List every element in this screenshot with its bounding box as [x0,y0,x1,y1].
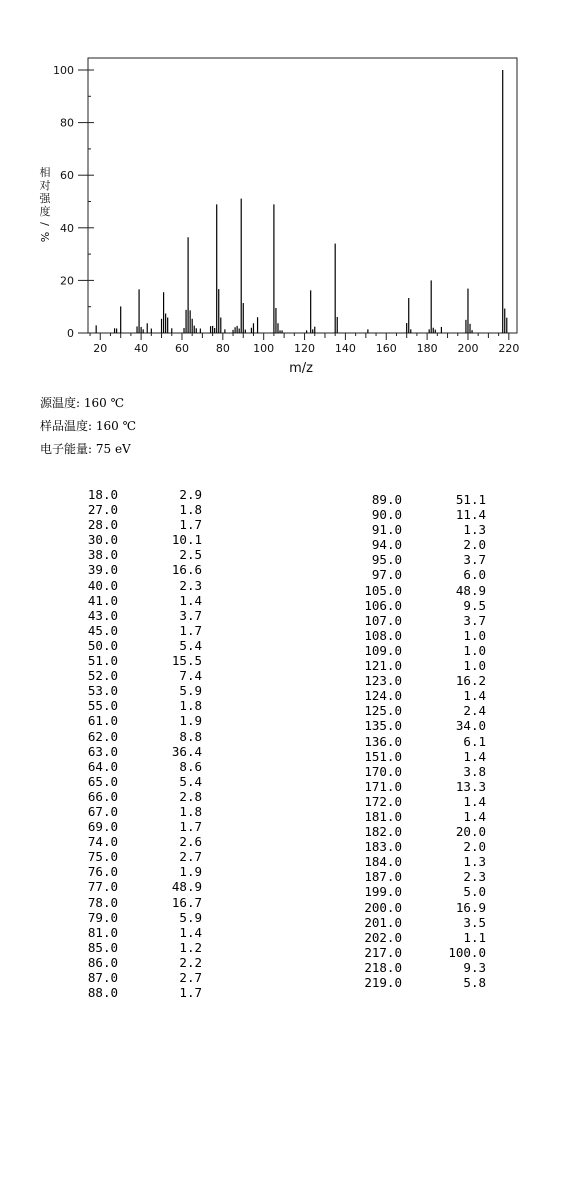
peak-mz: 86.0 [87,954,118,970]
peak-mz: 184.0 [364,854,402,870]
peak-mz: 27.0 [87,502,118,518]
peak-list-row [70,547,202,562]
peak-list-row [70,804,202,819]
peak-list-row [70,759,202,774]
peak-list-row [354,764,486,779]
peak-list-row [70,895,202,910]
peak-mz: 89.0 [371,492,402,507]
peak-intensity: 5.8 [463,975,486,990]
peak-intensity: 1.4 [179,924,202,940]
peak-list-row [354,598,486,613]
peak-intensity: 13.3 [455,778,486,794]
peak-list-left [70,487,202,1000]
peak-intensity: 1.0 [463,627,486,643]
peak-mz: 76.0 [87,864,118,880]
x-axis [90,333,519,355]
peak-list-row [354,915,486,930]
peak-list-row [354,854,486,869]
peak-mz: 64.0 [87,758,118,774]
peak-list-row [354,552,486,567]
peak-bars [96,70,507,333]
peak-list-row [354,734,486,749]
peak-intensity: 2.0 [463,537,486,553]
peak-mz: 107.0 [364,612,402,628]
peak-list-row [354,507,486,522]
peak-mz: 172.0 [364,793,402,809]
peak-list-row [354,567,486,582]
peak-list-row [70,578,202,593]
peak-intensity: 2.3 [179,577,202,593]
peak-list-row [354,613,486,628]
peak-list-row [70,638,202,653]
peak-mz: 170.0 [364,763,402,779]
peak-intensity: 7.4 [179,668,202,684]
peak-list-row [354,975,486,990]
peak-intensity: 2.2 [179,954,202,970]
peak-intensity: 51.1 [455,492,486,507]
peak-list-row [70,562,202,577]
peak-list-row [70,698,202,713]
y-axis-label-char: 度 [39,205,51,218]
peak-list-row [70,955,202,970]
peak-intensity: 48.9 [455,582,486,598]
peak-list-row [70,608,202,623]
peak-intensity: 1.7 [179,517,202,533]
peak-intensity: 1.4 [463,793,486,809]
peak-list-row [70,849,202,864]
peak-list-row [354,749,486,764]
peak-intensity: 1.4 [179,592,202,608]
y-axis-label-char: / [38,222,51,226]
peak-intensity: 2.9 [179,487,202,502]
peak-intensity: 1.4 [463,808,486,824]
peak-intensity: 1.8 [179,803,202,819]
y-axis-label-char: 强 [39,192,51,205]
peak-mz: 67.0 [87,803,118,819]
peak-list-row [70,940,202,955]
peak-intensity: 1.8 [179,502,202,518]
peak-list-row [354,492,486,507]
x-tick-label: 220 [498,342,520,355]
peak-list-right [354,492,486,990]
x-tick-label: 80 [215,342,230,355]
peak-intensity: 1.4 [463,748,486,764]
plot-border [88,58,517,333]
y-tick-label: 60 [60,169,74,183]
peak-intensity: 1.9 [179,864,202,880]
peak-mz: 181.0 [364,808,402,824]
peak-intensity: 48.9 [171,879,202,895]
peak-list-row [354,884,486,899]
peak-list-row [70,683,202,698]
x-tick-label: 160 [375,342,397,355]
peak-mz: 75.0 [87,849,118,865]
peak-mz: 62.0 [87,728,118,744]
peak-intensity: 5.9 [179,683,202,699]
peak-mz: 40.0 [87,577,118,593]
peak-mz: 171.0 [364,778,402,794]
peak-list-row [354,703,486,718]
y-axis-label-char: 相 [39,166,51,179]
peak-list-row [70,502,202,517]
x-tick-label: 20 [93,342,108,355]
peak-mz: 28.0 [87,517,118,533]
peak-intensity: 1.9 [179,713,202,729]
peak-intensity: 8.8 [179,728,202,744]
y-tick-label: 20 [60,274,74,288]
peak-mz: 74.0 [87,834,118,850]
peak-intensity: 2.8 [179,788,202,804]
peak-mz: 199.0 [364,884,402,900]
peak-mz: 43.0 [87,607,118,623]
peak-intensity: 3.5 [463,914,486,930]
peak-list-row [354,673,486,688]
peak-intensity: 10.1 [171,532,202,548]
peak-list-row [70,970,202,985]
peak-list-row [70,819,202,834]
y-axis-label-char: % [38,231,51,243]
peak-intensity: 1.8 [179,698,202,714]
peak-mz: 50.0 [87,637,118,653]
x-tick-label: 200 [457,342,479,355]
peak-list-row [354,809,486,824]
peak-intensity: 5.0 [463,884,486,900]
peak-list-row [354,537,486,552]
peak-intensity: 1.2 [179,939,202,955]
peak-mz: 217.0 [364,944,402,960]
peak-intensity: 5.9 [179,909,202,925]
peak-mz: 55.0 [87,698,118,714]
x-tick-label: 180 [416,342,438,355]
peak-mz: 53.0 [87,683,118,699]
y-axis-label-char: 对 [39,179,51,192]
y-axis-label [38,165,52,242]
peak-list-row [70,593,202,608]
x-tick-label: 140 [334,342,356,355]
peak-list-row [354,900,486,915]
peak-intensity: 3.7 [463,552,486,568]
peak-list-row [70,910,202,925]
y-tick-label: 80 [60,116,74,130]
peak-mz: 87.0 [87,970,118,985]
peak-mz: 63.0 [87,743,118,759]
x-tick-label: 40 [134,342,149,355]
peak-mz: 124.0 [364,688,402,704]
peak-mz: 61.0 [87,713,118,729]
peak-mz: 65.0 [87,773,118,789]
peak-mz: 78.0 [87,894,118,910]
peak-mz: 135.0 [364,718,402,734]
peak-intensity: 3.7 [463,612,486,628]
peak-intensity: 3.8 [463,763,486,779]
peak-list-row [70,744,202,759]
peak-intensity: 5.4 [179,773,202,789]
peak-list-row [354,522,486,537]
peak-intensity: 1.7 [179,985,202,1001]
peak-mz: 79.0 [87,909,118,925]
peak-mz: 88.0 [87,985,118,1001]
peak-list-row [70,879,202,894]
peak-mz: 121.0 [364,658,402,674]
peak-intensity: 1.7 [179,622,202,638]
source-temperature: 源温度: 160 ℃ [40,396,125,410]
peak-intensity: 2.5 [179,547,202,563]
peak-list-row [354,839,486,854]
peak-mz: 18.0 [87,487,118,502]
peak-intensity: 20.0 [455,824,486,840]
peak-mz: 201.0 [364,914,402,930]
peak-intensity: 34.0 [455,718,486,734]
peak-list-row [354,794,486,809]
peak-mz: 97.0 [371,567,402,583]
peak-list-row [354,960,486,975]
peak-list-row [70,653,202,668]
peak-list-row [354,658,486,673]
peak-list-row [354,688,486,703]
peak-intensity: 1.1 [463,929,486,945]
y-tick-label: 40 [60,221,74,235]
peak-mz: 182.0 [364,824,402,840]
peak-intensity: 36.4 [171,743,202,759]
peak-mz: 105.0 [364,582,402,598]
peak-mz: 66.0 [87,788,118,804]
peak-intensity: 1.7 [179,819,202,835]
peak-list-row [70,925,202,940]
peak-intensity: 9.5 [463,597,486,613]
peak-mz: 91.0 [371,522,402,538]
peak-mz: 200.0 [364,899,402,915]
peak-mz: 123.0 [364,673,402,689]
peak-intensity: 6.0 [463,567,486,583]
peak-mz: 81.0 [87,924,118,940]
peak-mz: 219.0 [364,975,402,990]
x-tick-label: 60 [174,342,189,355]
peak-mz: 202.0 [364,929,402,945]
peak-mz: 125.0 [364,703,402,719]
peak-intensity: 16.2 [455,673,486,689]
peak-mz: 109.0 [364,642,402,658]
peak-intensity: 2.6 [179,834,202,850]
peak-mz: 151.0 [364,748,402,764]
mass-spectrum-chart [0,0,570,390]
peak-list-row [354,930,486,945]
peak-intensity: 2.3 [463,869,486,885]
x-tick-label: 100 [253,342,275,355]
peak-intensity: 1.0 [463,658,486,674]
peak-intensity: 6.1 [463,733,486,749]
peak-intensity: 11.4 [455,507,486,523]
peak-list-row [70,713,202,728]
peak-mz: 41.0 [87,592,118,608]
peak-intensity: 2.7 [179,849,202,865]
x-axis-label: m/z [289,361,313,376]
peak-mz: 187.0 [364,869,402,885]
peak-intensity: 100.0 [448,944,486,960]
plot-frame [88,58,517,333]
peak-list-row [70,729,202,744]
peak-mz: 45.0 [87,622,118,638]
peak-mz: 85.0 [87,939,118,955]
y-tick-label: 100 [53,64,74,77]
peak-mz: 95.0 [371,552,402,568]
peak-list-row [354,945,486,960]
peak-list-row [70,517,202,532]
peak-intensity: 16.6 [171,562,202,578]
peak-mz: 136.0 [364,733,402,749]
peak-list-row [354,824,486,839]
peak-list-row [354,643,486,658]
measurement-conditions [40,392,136,461]
peak-list-row [70,985,202,1000]
peak-list-row [70,487,202,502]
peak-list-row [70,532,202,547]
peak-mz: 69.0 [87,819,118,835]
peak-mz: 90.0 [371,507,402,523]
peak-mz: 108.0 [364,627,402,643]
peak-intensity: 16.9 [455,899,486,915]
peak-list-row [70,774,202,789]
peak-list-row [354,628,486,643]
peak-intensity: 3.7 [179,607,202,623]
peak-intensity: 1.3 [463,522,486,538]
peak-intensity: 9.3 [463,959,486,975]
peak-list-row [354,718,486,733]
peak-mz: 52.0 [87,668,118,684]
peak-intensity: 2.4 [463,703,486,719]
peak-mz: 30.0 [87,532,118,548]
peak-mz: 38.0 [87,547,118,563]
peak-mz: 39.0 [87,562,118,578]
x-tick-label: 120 [294,342,316,355]
peak-intensity: 2.0 [463,839,486,855]
peak-list-row [70,789,202,804]
peak-mz: 51.0 [87,653,118,669]
peak-list-row [354,869,486,884]
peak-mz: 94.0 [371,537,402,553]
peak-mz: 106.0 [364,597,402,613]
peak-intensity: 1.4 [463,688,486,704]
peak-list-row [70,668,202,683]
peak-mz: 218.0 [364,959,402,975]
peak-intensity: 1.3 [463,854,486,870]
electron-energy: 电子能量: 75 eV [40,442,131,456]
peak-list-row [70,623,202,638]
peak-intensity: 2.7 [179,970,202,985]
sample-temperature: 样品温度: 160 ℃ [40,419,137,433]
y-tick-label: 0 [67,327,74,340]
peak-list-row [70,834,202,849]
peak-mz: 183.0 [364,839,402,855]
peak-intensity: 16.7 [171,894,202,910]
peak-intensity: 1.0 [463,642,486,658]
peak-intensity: 15.5 [171,653,202,669]
peak-intensity: 5.4 [179,637,202,653]
peak-list-row [354,583,486,598]
peak-intensity: 8.6 [179,758,202,774]
peak-mz: 77.0 [87,879,118,895]
peak-list-row [70,864,202,879]
peak-list-row [354,779,486,794]
